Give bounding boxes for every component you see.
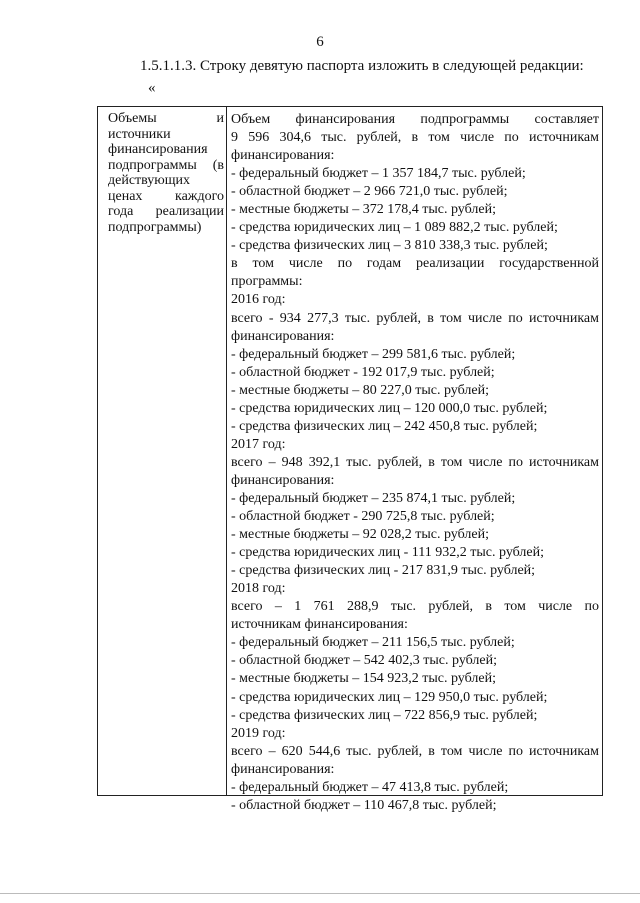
right-line: финансирования: [231,148,335,164]
right-line: - средства физических лиц - 217 831,9 тыс. рублей; [231,563,536,579]
right-line: - средства физических лиц – 722 856,9 тыс. рублей; [231,707,538,723]
right-line: - средства юридических лиц – 129 950,0 тыс. рублей; [231,689,548,705]
intro-paragraph: 1.5.1.1.3. Строку девятую паспорта изложить в следующей редакции: [140,58,584,74]
right-line: - областной бюджет – 542 402,3 тыс. рублей; [231,653,497,669]
right-line: - местные бюджеты – 80 227,0 тыс. рублей; [231,382,489,398]
right-line: 2016 год: [231,292,286,308]
right-line: программы: [231,274,303,290]
page-bottom-edge [0,893,640,894]
left-line: финансирования [108,142,208,157]
right-line: 2018 год: [231,581,286,597]
right-line: финансирования: [231,472,335,488]
left-line: ценах каждого [108,188,224,204]
opening-quote-mark: « [148,80,156,96]
table-left-cell [98,111,226,235]
right-line: - федеральный бюджет – 235 874,1 тыс. рублей; [231,490,516,506]
page-number: 6 [316,34,324,50]
right-line: всего – 948 392,1 тыс. рублей, в том числе по источникам [231,454,599,470]
right-line: - областной бюджет - 290 725,8 тыс. рублей; [231,509,495,525]
right-line: - федеральный бюджет – 211 156,5 тыс. рублей; [231,635,515,651]
left-line: Объемы и [108,111,224,126]
passport-table [97,106,603,813]
right-line: - областной бюджет – 110 467,8 тыс. рублей; [231,797,497,813]
left-line: источники [108,126,171,142]
right-line: 9 596 304,6 тыс. рублей, в том числе по источникам [231,130,599,146]
left-line: подпрограммы) [108,219,202,235]
right-line: - областной бюджет – 2 966 721,0 тыс. рублей; [231,184,508,200]
right-line: - средства юридических лиц – 1 089 882,2 тыс. рублей; [231,220,558,236]
right-line: - средства физических лиц – 242 450,8 тыс. рублей; [231,418,538,434]
right-line: финансирования: [231,761,335,777]
right-line: - местные бюджеты – 92 028,2 тыс. рублей; [231,527,489,543]
left-line: подпрограммы (в [108,157,224,173]
right-line: - средства физических лиц – 3 810 338,3 тыс. рублей; [231,238,548,254]
right-line: 2019 год: [231,725,286,741]
right-line: - федеральный бюджет – 1 357 184,7 тыс. рублей; [231,166,526,182]
right-line: - местные бюджеты – 154 923,2 тыс. рублей; [231,671,496,687]
right-line: - местные бюджеты – 372 178,4 тыс. рублей; [231,202,496,218]
right-line: всего – 1 761 288,9 тыс. рублей, в том числе по [231,599,599,615]
right-line: - областной бюджет - 192 017,9 тыс. рублей; [231,364,495,380]
left-line: года реализации [108,204,224,219]
right-line: - федеральный бюджет – 299 581,6 тыс. рублей; [231,346,516,362]
left-line: действующих [108,173,191,188]
right-line: - средства юридических лиц – 120 000,0 тыс. рублей; [231,400,548,416]
column-divider [226,107,227,795]
right-line: - федеральный бюджет – 47 413,8 тыс. рублей; [231,779,509,795]
right-line: источникам финансирования: [231,617,408,633]
right-line: 2017 год: [231,436,286,452]
right-line: финансирования: [231,328,335,344]
right-line: всего - 934 277,3 тыс. рублей, в том числе по источникам [231,310,599,326]
right-line: в том числе по годам реализации государственной [231,256,599,272]
table-right-cell [229,111,601,815]
right-line: всего – 620 544,6 тыс. рублей, в том числе по источникам [231,743,599,759]
right-line: Объем финансирования подпрограммы составляет [231,112,599,127]
right-line: - средства юридических лиц - 111 932,2 тыс. рублей; [231,545,544,561]
